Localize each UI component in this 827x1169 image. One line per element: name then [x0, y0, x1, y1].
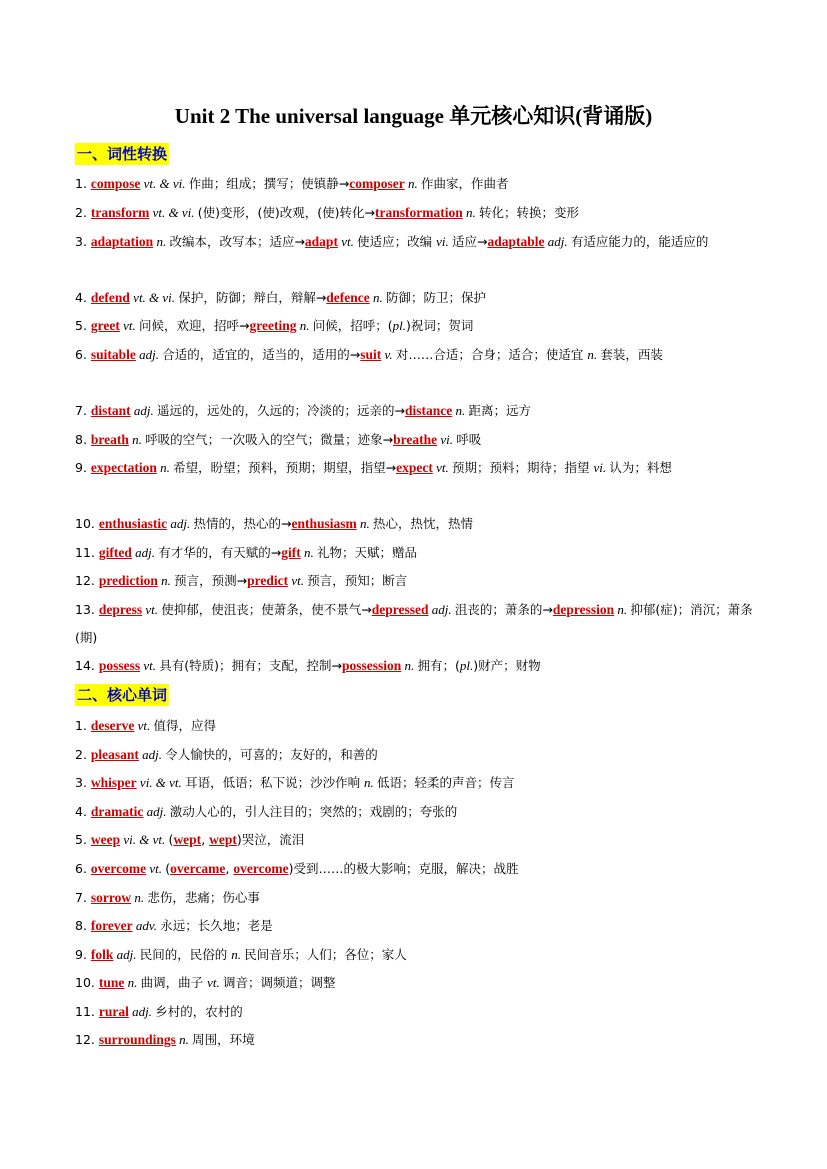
definition-text: 使适应；改编 — [357, 234, 437, 249]
item-number: 11. — [75, 545, 99, 560]
keyword: pleasant — [90, 747, 139, 762]
definition-text: 使抑郁，使沮丧；使萧条，使不景气→ — [161, 602, 372, 617]
part-of-speech: n. — [156, 460, 174, 475]
part-of-speech: vt. & vi. — [129, 290, 179, 305]
vocab-item — [75, 510, 765, 538]
keyword: distance — [405, 403, 453, 418]
keyword: greeting — [249, 318, 297, 333]
keyword: prediction — [98, 573, 158, 588]
part-of-speech: vt. — [134, 718, 154, 733]
part-of-speech: adj. — [167, 516, 194, 531]
definition-text: 预言，预知；断言 — [307, 573, 408, 588]
definition-text: 具有(特质)；拥有；支配，控制→ — [159, 658, 342, 673]
part-of-speech: n. — [296, 318, 313, 333]
keyword: tune — [98, 975, 125, 990]
item-number: 6. — [75, 861, 91, 876]
part-of-speech: adj. — [131, 545, 159, 560]
vocab-item — [75, 312, 765, 340]
vocab-item — [75, 426, 765, 454]
keyword: forever — [90, 918, 133, 933]
keyword: overcame — [170, 861, 226, 876]
item-number: 4. — [75, 290, 91, 305]
definition-text: 作曲家，作曲者 — [421, 176, 509, 191]
definition-text: 呼吸的空气；一次吸入的空气；微量；迹象→ — [145, 432, 394, 447]
definition-text: 拥有；( — [417, 658, 460, 673]
keyword: overcome — [90, 861, 147, 876]
keyword: suit — [360, 347, 382, 362]
item-number: 12. — [75, 1032, 99, 1047]
definition-text: 抑郁(症)；消沉；萧条(期) — [75, 602, 753, 645]
part-of-speech: n. — [153, 234, 170, 249]
definition-text: )受到……的极大影响；克服，解决；战胜 — [288, 861, 519, 876]
vocab-item — [75, 884, 765, 912]
item-number: 11. — [75, 1004, 99, 1019]
part-of-speech: vi. — [437, 432, 457, 447]
vocab-item — [75, 539, 765, 567]
keyword: gift — [281, 545, 301, 560]
keyword: predict — [247, 573, 289, 588]
part-of-speech: n. — [401, 658, 418, 673]
definition-text: 调音；调频道；调整 — [223, 975, 336, 990]
keyword: defend — [90, 290, 130, 305]
keyword: depress — [98, 602, 143, 617]
keyword: breath — [90, 432, 129, 447]
definition-text: 曲调，曲子 — [140, 975, 208, 990]
keyword: defence — [326, 290, 370, 305]
part-of-speech: vt. & vi. — [149, 205, 198, 220]
keyword: depression — [552, 602, 615, 617]
section-heading: 二、核心单词 — [77, 686, 168, 704]
definition-text: )财产；财物 — [473, 658, 541, 673]
part-of-speech: adj. — [135, 347, 163, 362]
keyword: depressed — [371, 602, 429, 617]
vocab-item — [75, 596, 765, 652]
part-of-speech: pl. — [392, 318, 407, 333]
part-of-speech: v. — [381, 347, 396, 362]
part-of-speech: vt. — [432, 460, 452, 475]
definition-text: 对……合适；合身；适合；使适宜 — [395, 347, 588, 362]
part-of-speech: vt. — [288, 573, 308, 588]
item-number: 3. — [75, 775, 91, 790]
part-of-speech: adj. — [544, 234, 571, 249]
part-of-speech: vi. & vt. — [136, 775, 186, 790]
definition-text: 问候，欢迎，招呼→ — [139, 318, 250, 333]
keyword: adapt — [304, 234, 338, 249]
definition-text: 周围，环境 — [192, 1032, 255, 1047]
part-of-speech: n. — [587, 347, 601, 362]
definition-text: 耳语，低语；私下说；沙沙作响 — [185, 775, 365, 790]
part-of-speech: n. — [231, 947, 245, 962]
definition-text: 低语；轻柔的声音；传言 — [377, 775, 515, 790]
keyword: weep — [90, 832, 121, 847]
definition-text: 值得，应得 — [153, 718, 217, 733]
section-heading: 一、词性转换 — [77, 145, 168, 163]
definition-text: 转化；转换；变形 — [479, 205, 580, 220]
item-number: 1. — [75, 176, 91, 191]
vocab-item — [75, 228, 765, 256]
vocab-item — [75, 397, 765, 425]
definition-text: 预期；预料；期待；指望 — [452, 460, 594, 475]
item-number: 5. — [75, 832, 91, 847]
item-number: 2. — [75, 747, 91, 762]
keyword: wept — [173, 832, 202, 847]
part-of-speech: n. — [124, 975, 141, 990]
keyword: adaptation — [90, 234, 154, 249]
vocab-item — [75, 969, 765, 997]
page-title: Unit 2 The universal language 单元核心知识(背诵版) — [174, 104, 653, 128]
part-of-speech: n. — [128, 432, 146, 447]
part-of-speech: vt. — [119, 318, 140, 333]
definition-text: 预言，预测→ — [174, 573, 248, 588]
vocab-item — [75, 998, 765, 1026]
vocab-item — [75, 912, 765, 940]
definition-text: 认为；料想 — [609, 460, 672, 475]
part-of-speech: vt. — [140, 658, 160, 673]
keyword: transform — [90, 205, 150, 220]
keyword: greet — [90, 318, 120, 333]
part-of-speech: adj. — [128, 1004, 156, 1019]
item-number: 4. — [75, 804, 91, 819]
definition-text: ( — [168, 832, 174, 847]
definition-text: 有才华的，有天赋的→ — [158, 545, 282, 560]
keyword: composer — [349, 176, 405, 191]
part-of-speech: n. — [364, 775, 378, 790]
part-of-speech: n. — [404, 176, 422, 191]
vocab-item — [75, 798, 765, 826]
part-of-speech: n. — [356, 516, 373, 531]
keyword: deserve — [90, 718, 135, 733]
vocab-item — [75, 712, 765, 740]
item-number: 7. — [75, 403, 91, 418]
keyword: distant — [90, 403, 131, 418]
vocab-item — [75, 769, 765, 797]
definition-text: 保护，防御；辩白，辩解→ — [178, 290, 327, 305]
keyword: whisper — [90, 775, 137, 790]
part-of-speech: adj. — [143, 804, 170, 819]
definition-text: 呼吸 — [456, 432, 482, 447]
item-number: 6. — [75, 347, 91, 362]
keyword: transformation — [375, 205, 463, 220]
part-of-speech: n. — [452, 403, 469, 418]
vocab-item — [75, 284, 765, 312]
part-of-speech: pl. — [459, 658, 474, 673]
item-number: 14. — [75, 658, 99, 673]
part-of-speech: adv. — [132, 918, 161, 933]
keyword: overcome — [233, 861, 289, 876]
item-number: 5. — [75, 318, 91, 333]
keyword: wept — [209, 832, 237, 847]
definition-text: 激动人心的，引人注目的；突然的；戏剧的；夸张的 — [169, 804, 458, 819]
part-of-speech: vi. & vt. — [120, 832, 169, 847]
definition-text: 令人愉快的，可喜的；友好的，和善的 — [165, 747, 378, 762]
item-number: 9. — [75, 460, 91, 475]
item-number: 7. — [75, 890, 91, 905]
definition-text: 套装，西装 — [600, 347, 663, 362]
definition-text: 作曲；组成；撰写；使镇静→ — [188, 176, 350, 191]
keyword: surroundings — [98, 1032, 176, 1047]
keyword: folk — [90, 947, 114, 962]
vocab-item — [75, 941, 765, 969]
definition-text: 乡村的，农村的 — [155, 1004, 243, 1019]
definition-text: , — [201, 832, 210, 847]
definition-text: 合适的，适宜的，适当的，适用的→ — [162, 347, 361, 362]
definition-text: )祝词；贺词 — [406, 318, 474, 333]
vocab-item — [75, 741, 765, 769]
vocab-item — [75, 341, 765, 369]
definition-text: 适应→ — [451, 234, 488, 249]
definition-text: 热心，热忱，热情 — [373, 516, 474, 531]
definition-text: 礼物；天赋；赠品 — [316, 545, 417, 560]
keyword: compose — [90, 176, 141, 191]
part-of-speech: adj. — [130, 403, 158, 418]
part-of-speech: n. — [369, 290, 387, 305]
definition-text: 民间的，民俗的 — [139, 947, 232, 962]
definition-text: ( — [165, 861, 171, 876]
part-of-speech: n. — [300, 545, 317, 560]
part-of-speech: n. — [462, 205, 480, 220]
keyword: enthusiastic — [98, 516, 168, 531]
part-of-speech: n. — [614, 602, 631, 617]
vocab-item — [75, 652, 765, 680]
part-of-speech: adj. — [428, 602, 455, 617]
keyword: expect — [396, 460, 433, 475]
definition-text: 防御；防卫；保护 — [386, 290, 487, 305]
definition-text: 遥远的，远处的，久远的；冷淡的；远亲的→ — [157, 403, 406, 418]
keyword: suitable — [90, 347, 136, 362]
part-of-speech: n. — [157, 573, 175, 588]
definition-text: 距离；远方 — [468, 403, 532, 418]
item-number: 13. — [75, 602, 99, 617]
vocab-item — [75, 855, 765, 883]
item-number: 9. — [75, 947, 91, 962]
keyword: sorrow — [90, 890, 132, 905]
item-number: 10. — [75, 975, 99, 990]
part-of-speech: vt. — [207, 975, 223, 990]
part-of-speech: n. — [175, 1032, 193, 1047]
part-of-speech: vt. — [146, 861, 166, 876]
keyword: breathe — [393, 432, 438, 447]
item-number: 2. — [75, 205, 91, 220]
keyword: expectation — [90, 460, 157, 475]
definition-text: 悲伤，悲痛；伤心事 — [147, 890, 260, 905]
definition-text: 热情的，热心的→ — [193, 516, 292, 531]
keyword: dramatic — [90, 804, 144, 819]
definition-text: 永远；长久地；老是 — [160, 918, 273, 933]
item-number: 10. — [75, 516, 99, 531]
part-of-speech: vt. & vi. — [140, 176, 189, 191]
part-of-speech: adj. — [138, 747, 166, 762]
keyword: possess — [98, 658, 141, 673]
keyword: possession — [342, 658, 402, 673]
item-number: 8. — [75, 432, 91, 447]
item-number: 12. — [75, 573, 99, 588]
vocab-item — [75, 454, 765, 482]
vocab-item — [75, 1026, 765, 1054]
keyword: adaptable — [487, 234, 545, 249]
part-of-speech: adj. — [113, 947, 140, 962]
definition-text: 希望，盼望；预料，预期；期望，指望→ — [173, 460, 397, 475]
part-of-speech: n. — [131, 890, 148, 905]
definition-text: 民间音乐；人们；各位；家人 — [244, 947, 407, 962]
vocab-item — [75, 567, 765, 595]
vocab-item — [75, 170, 765, 198]
item-number: 8. — [75, 918, 91, 933]
definition-text: )哭泣，流泪 — [236, 832, 305, 847]
item-number: 3. — [75, 234, 91, 249]
item-number: 1. — [75, 718, 91, 733]
definition-text: , — [225, 861, 234, 876]
part-of-speech: vt. — [337, 234, 358, 249]
definition-text: (使)变形，(使)改观，(使)转化→ — [197, 205, 376, 220]
part-of-speech: vi. — [436, 234, 452, 249]
keyword: gifted — [98, 545, 132, 560]
definition-text: 问候，招呼；( — [312, 318, 393, 333]
definition-text: 改编本，改写本；适应→ — [169, 234, 305, 249]
vocab-item — [75, 826, 765, 854]
vocab-item — [75, 199, 765, 227]
definition-text: 沮丧的；萧条的→ — [454, 602, 553, 617]
part-of-speech: vi. — [593, 460, 610, 475]
keyword: rural — [98, 1004, 129, 1019]
definition-text: 有适应能力的，能适应的 — [570, 234, 709, 249]
keyword: enthusiasm — [291, 516, 357, 531]
part-of-speech: vt. — [142, 602, 162, 617]
